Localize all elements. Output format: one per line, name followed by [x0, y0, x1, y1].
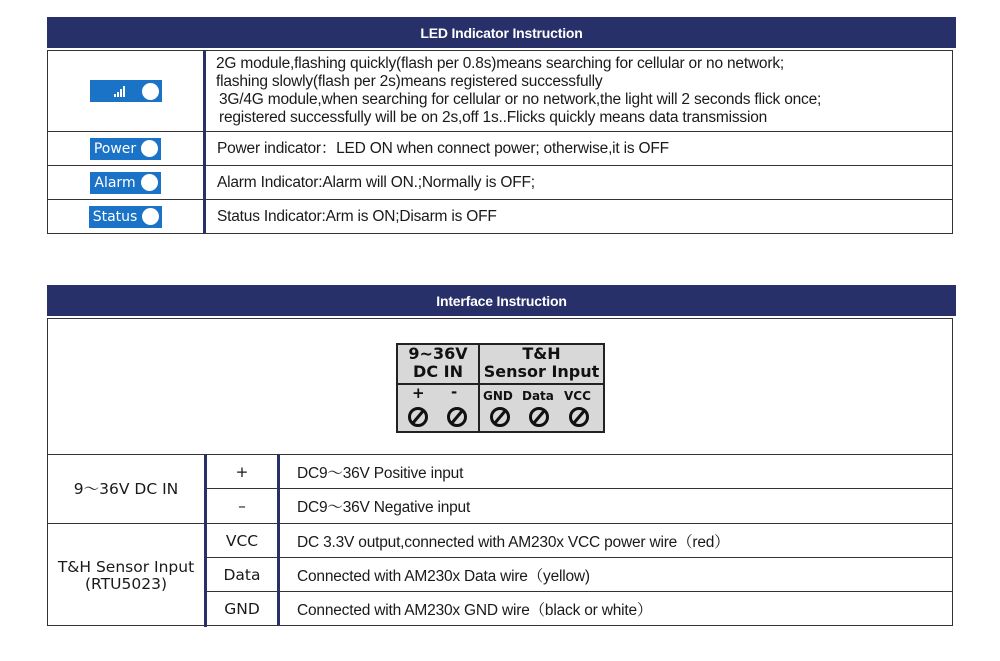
- screw-terminal-icon: [408, 407, 428, 427]
- signal-bars-icon: [94, 86, 125, 97]
- pin-name: Data: [207, 558, 280, 591]
- alarm-led-description: Alarm Indicator:Alarm will ON.;Normally is OFF;: [217, 173, 535, 191]
- pin-description: DC 3.3V output,connected with AM230x VCC power wire（red）: [297, 533, 730, 551]
- alarm-led-badge: [90, 172, 160, 194]
- status-led-label: Status: [92, 208, 138, 225]
- led-row-status: [48, 200, 952, 233]
- led-dot-icon: [141, 140, 158, 157]
- table-row: [207, 592, 952, 626]
- alarm-led-label: Alarm: [94, 174, 136, 191]
- network-led-cell: [48, 51, 206, 131]
- sensor-input-label-line2: (RTU5023): [85, 574, 167, 593]
- network-led-description: [206, 51, 952, 131]
- led-row-alarm: [48, 166, 952, 200]
- sensor-input-label-line1: T&H Sensor Input: [57, 557, 195, 576]
- power-terminal-label: 9~36V DC IN: [408, 344, 468, 381]
- led-section-title: LED Indicator Instruction: [47, 17, 956, 48]
- pin-name: –: [207, 489, 280, 523]
- table-row: [207, 524, 952, 558]
- pin-vcc-label: VCC: [564, 389, 591, 403]
- network-line-3: 3G/4G module,when searching for cellular or no network,the light will 2 seconds flick once;: [219, 91, 822, 108]
- alarm-led-cell: [48, 166, 206, 199]
- pin-description: Connected with AM230x Data wire（yellow): [297, 567, 590, 585]
- status-led-cell: [48, 200, 206, 233]
- sensor-terminal-label: T&H Sensor Input: [483, 344, 600, 381]
- status-led-description: Status Indicator:Arm is ON;Disarm is OFF: [217, 207, 497, 225]
- pin-minus-label: -: [451, 383, 458, 401]
- table-row: [207, 558, 952, 592]
- pin-gnd-label: GND: [483, 389, 513, 403]
- power-led-cell: [48, 132, 206, 165]
- network-line-4: registered successfully will be on 2s,off 1s..Flicks quickly means data transmission: [219, 109, 768, 126]
- pin-name: +: [207, 455, 280, 488]
- interface-section-title: Interface Instruction: [47, 285, 956, 316]
- led-dot-icon: [141, 174, 158, 191]
- sensor-input-group: [48, 524, 952, 627]
- terminal-diagram-area: [48, 319, 952, 455]
- pin-name: GND: [207, 592, 280, 626]
- power-led-badge: [90, 138, 161, 160]
- network-led-badge: [90, 80, 162, 102]
- pin-plus-label: +: [412, 384, 425, 402]
- pin-data-label: Data: [522, 389, 554, 403]
- screw-terminal-icon: [529, 407, 549, 427]
- pin-description: DC9～36V Positive input: [297, 464, 464, 482]
- power-led-description: Power indicator：LED ON when connect power; otherwise,it is OFF: [217, 139, 669, 157]
- power-led-label: Power: [93, 140, 137, 157]
- sensor-input-label: [48, 524, 207, 627]
- led-dot-icon: [142, 83, 159, 100]
- screw-terminal-icon: [569, 407, 589, 427]
- pin-description: DC9～36V Negative input: [297, 499, 471, 516]
- screw-terminal-icon: [447, 407, 467, 427]
- network-line-1: 2G module,flashing quickly(flash per 0.8s)means searching for cellular or no network;: [216, 55, 784, 72]
- table-row: [207, 455, 952, 489]
- network-line-2: flashing slowly(flash per 2s)means registered successfully: [216, 73, 603, 90]
- table-row: [207, 489, 952, 523]
- interface-table: [47, 318, 953, 626]
- dc-in-group: [48, 455, 952, 524]
- pin-name: VCC: [207, 524, 280, 557]
- led-row-network: [48, 51, 952, 132]
- dc-in-label: 9～36V DC IN: [48, 455, 207, 523]
- pin-description: Connected with AM230x GND wire（black or white）: [297, 602, 653, 619]
- terminal-block-diagram: [396, 343, 605, 433]
- led-row-power: [48, 132, 952, 166]
- led-dot-icon: [142, 208, 159, 225]
- led-indicator-table: [47, 50, 953, 234]
- status-led-badge: [89, 206, 163, 228]
- screw-terminal-icon: [490, 407, 510, 427]
